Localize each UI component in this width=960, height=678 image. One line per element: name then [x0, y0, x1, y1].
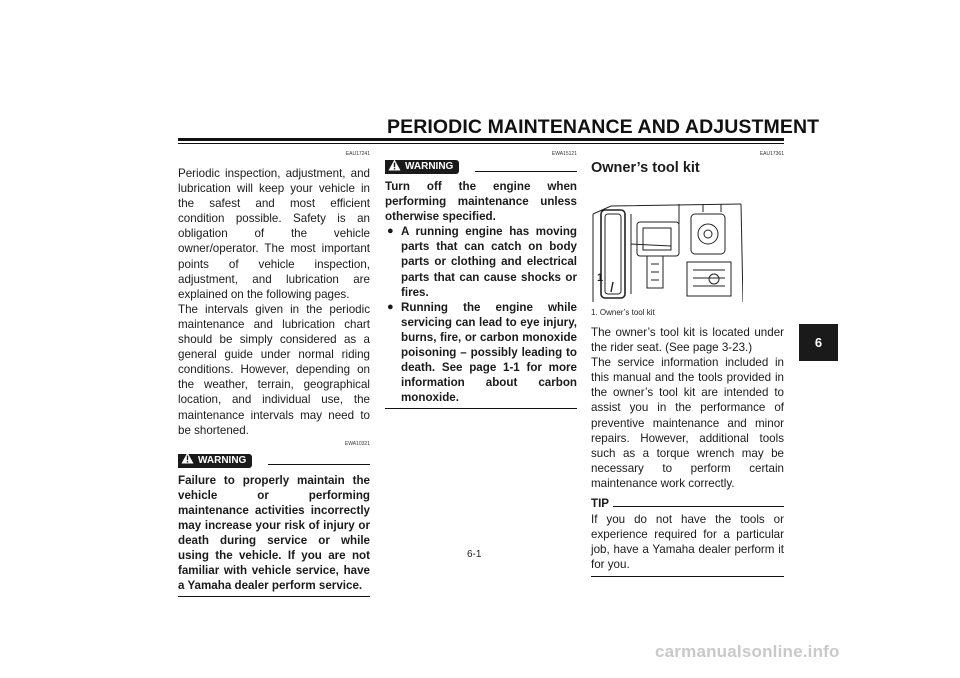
intro-paragraph: Periodic inspection, adjustment, and lubrication will keep your vehicle in the safest and most efficient condition possible. Safety is an obligation of the vehicle owner/operator. The most important points of vehicle inspection, adjustment, and lubrication are explained on the following pages. [178, 167, 370, 301]
column-tool-kit [591, 150, 784, 577]
tool-kit-figure [591, 184, 743, 302]
column-warning [385, 150, 577, 409]
warning-label: WARNING [198, 454, 247, 466]
warning-box [178, 452, 370, 598]
bullet-icon: ● [387, 225, 394, 238]
figure-caption: 1. Owner’s tool kit [591, 308, 655, 317]
warning-text: Failure to properly maintain the vehicle or performing maintenance activities incorrectly may increase your risk of injury or death during service or while using the vehicle. If you are not familiar with vehicle service, have a Yamaha dealer perform service. [178, 473, 370, 593]
tip-label: TIP [591, 497, 610, 511]
warning-triangle-icon [388, 159, 401, 176]
bullet-icon: ● [387, 300, 394, 313]
tip-text: If you do not have the tools or experience required for a particular job, have a Yamaha dealer perform it for you. [591, 513, 784, 572]
warning-badge [385, 160, 459, 174]
page-number: 6-1 [467, 549, 482, 560]
figure-callout: 1 [597, 272, 604, 284]
section-heading: Owner’s tool kit [591, 160, 700, 176]
list-item: ● A running engine has moving parts that can catch on body parts or clothing and electrical parts that can cause shocks or fires. [387, 225, 577, 299]
location-paragraph: The owner’s tool kit is located under the rider seat. (See page 3-23.) [591, 326, 784, 355]
tip-box [591, 497, 784, 510]
watermark: carmanualsonline.info [655, 642, 840, 661]
warning-triangle-icon [181, 452, 194, 469]
warning-box [385, 158, 577, 409]
warning-code: EWA15121 [551, 151, 577, 157]
chapter-tab: 6 [799, 324, 838, 361]
header-rule [178, 138, 784, 141]
warning-intro: Turn off the engine when performing maintenance unless otherwise specified. [385, 180, 577, 224]
intervals-paragraph: The intervals given in the periodic maintenance and lubrication chart should be simply considered as a general guide under normal riding conditions. However, depending on the weather, terrain, geographical location, and individual use, the maintenance intervals may need to be shortened. [178, 302, 370, 437]
page-title: PERIODIC MAINTENANCE AND ADJUSTMENT [387, 116, 820, 138]
list-item: ● Running the engine while servicing can lead to eye injury, burns, fire, or carbon monoxide poisoning – possibly leading to death. See page 1-1 for more information about carbon monoxide. [387, 300, 577, 405]
warning-badge [178, 454, 252, 468]
column-intro [178, 150, 370, 597]
doc-code: EAU17241 [345, 151, 370, 157]
warning-code: EWA10321 [344, 440, 370, 447]
doc-code: EAU17361 [759, 151, 784, 157]
service-paragraph: The service information included in this manual and the tools provided in the owner’s tool kit are intended to assist you in the performance of preventive maintenance and minor repairs. However, additional tools such as a torque wrench may be necessary to perform certain maintenance work correctly. [591, 356, 784, 490]
header-rule-thin [178, 143, 784, 144]
warning-label: WARNING [405, 161, 454, 172]
